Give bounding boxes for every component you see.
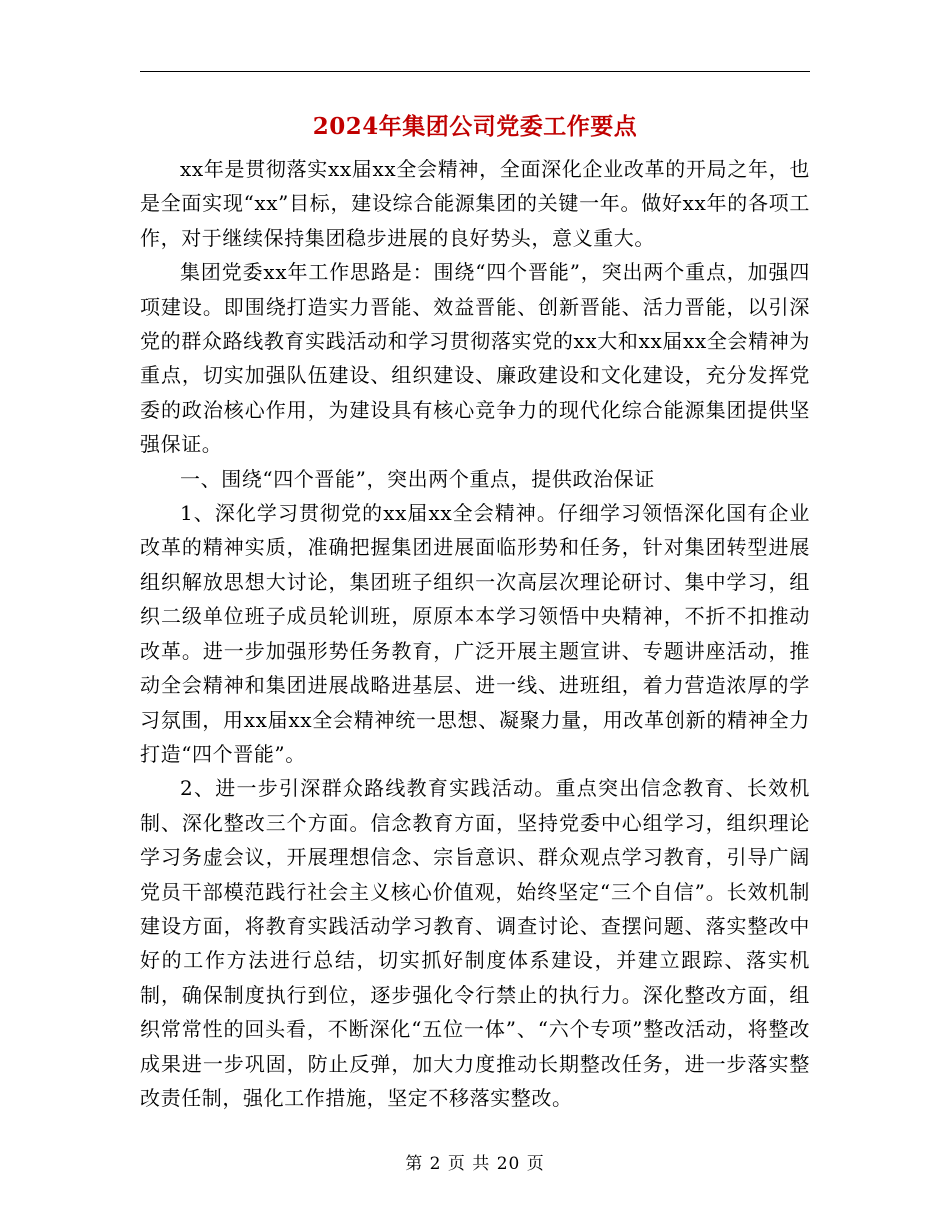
header-rule <box>140 71 810 72</box>
document-title: 2024年集团公司党委工作要点 <box>312 113 638 140</box>
section-heading-1: 一、围绕“四个晋能”，突出两个重点，提供政治保证 <box>180 466 655 491</box>
paragraph-intro: xx年是贯彻落实xx届xx全会精神，全面深化企业改革的开局之年，也是全面实现“xx”目标，建设综合能源集团的关键一年。做好xx年的各项工作，对于继续保持集团稳步进展的良好势头，意义重大。 <box>140 157 810 250</box>
paragraph-item-2: 2、进一步引深群众路线教育实践活动。重点突出信念教育、长效机制、深化整改三个方面。信念教育方面，坚持党委中心组学习，组织理论学习务虚会议，开展理想信念、宗旨意识、群众观点学习教育，引导广阔党员干部模范践行社会主义核心价值观，始终坚定“三个自信”。长效机制建设方面，将教育实践活动学习教育、调查讨论、查摆问题、落实整改中好的工作方法进行总结，切实抓好制度体系建设，并建立跟踪、落实机制，确保制度执行到位，逐步强化令行禁止的执行力。深化整改方面，组织常常性的回头看，不断深化“五位一体”、“六个专项”整改活动，将整改成果进一步巩固，防止反弹，加大力度推动长期整改任务，进一步落实整改责任制，强化工作措施，坚定不移落实整改。 <box>140 776 810 1110</box>
page-number: 第 2 页 共 20 页 <box>405 1154 545 1174</box>
document-body <box>140 108 810 1115</box>
paragraph-item-1: 1、深化学习贯彻党的xx届xx全会精神。仔细学习领悟深化国有企业改革的精神实质，准确把握集团进展面临形势和任务，针对集团转型进展组织解放思想大讨论，集团班子组织一次高层次理论研讨、集中学习，组织二级单位班子成员轮训班，原原本本学习领悟中央精神，不折不扣推动改革。进一步加强形势任务教育，广泛开展主题宣讲、专题讲座活动，推动全会精神和集团进展战略进基层、进一线、进班组，着力营造浓厚的学习氛围，用xx届xx全会精神统一思想、凝聚力量，用改革创新的精神全力打造“四个晋能”。 <box>140 501 810 766</box>
paragraph-work-approach: 集团党委xx年工作思路是：围绕“四个晋能”，突出两个重点，加强四项建设。即围绕打造实力晋能、效益晋能、创新晋能、活力晋能，以引深党的群众路线教育实践活动和学习贯彻落实党的xx大和xx届xx全会精神为重点，切实加强队伍建设、组织建设、廉政建设和文化建设，充分发挥党委的政治核心作用，为建设具有核心竞争力的现代化综合能源集团提供坚强保证。 <box>140 260 810 457</box>
